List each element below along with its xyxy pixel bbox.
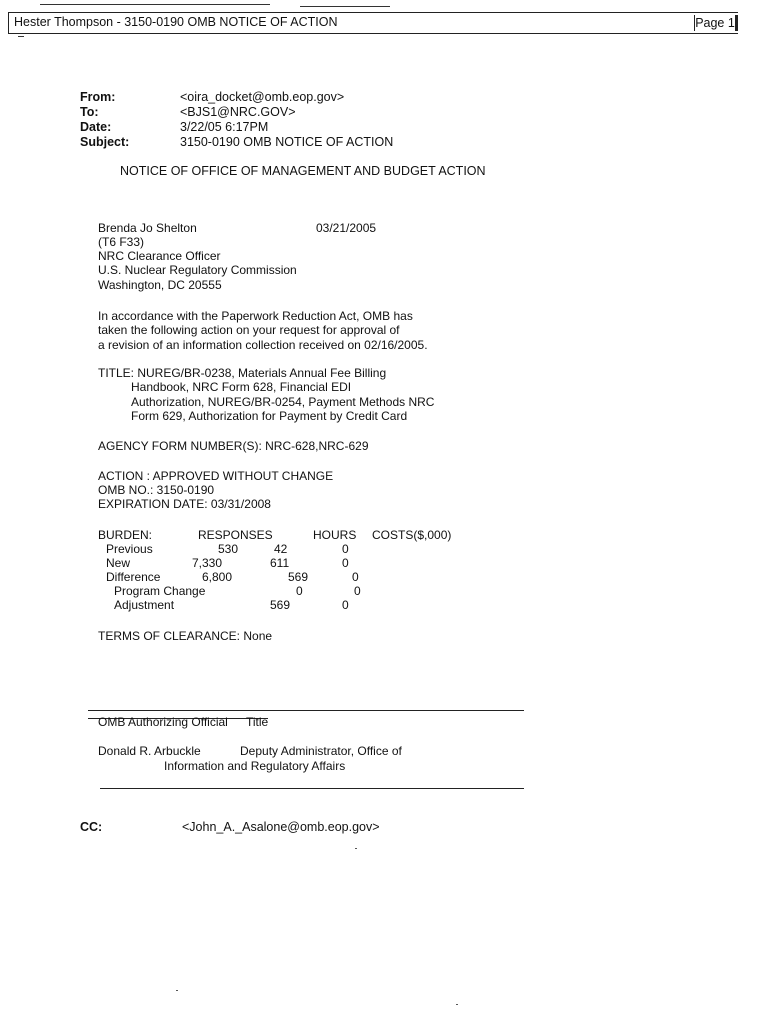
omb-number: OMB NO.: 3150-0190 (98, 483, 215, 497)
title-line: Authorization, NUREG/BR-0254, Payment Methods NRC (131, 395, 435, 409)
paragraph-line: In accordance with the Paperwork Reduction Act, OMB has (98, 309, 413, 323)
burden-row-costs: 0 (342, 598, 349, 612)
burden-row-costs: 0 (342, 542, 349, 556)
official-title-cont: Information and Regulatory Affairs (164, 759, 346, 773)
page-number: Page 1 (694, 15, 738, 31)
title-line: Handbook, NRC Form 628, Financial EDI (131, 380, 352, 394)
official-name: Donald R. Arbuckle (98, 744, 201, 758)
burden-row-hours: 569 (288, 570, 309, 584)
scan-speck (456, 1004, 458, 1005)
scan-line (300, 6, 390, 7)
burden-row-costs: 0 (354, 584, 361, 598)
burden-header: BURDEN: (98, 528, 153, 542)
burden-row-label: Difference (106, 570, 161, 584)
hours-header: HOURS (313, 528, 357, 542)
recipient-mailstop: (T6 F33) (98, 235, 145, 249)
burden-row-hours: 611 (270, 556, 290, 570)
scan-mark (18, 36, 24, 37)
title-caption: Title (246, 715, 269, 729)
header-title: Hester Thompson - 3150-0190 OMB NOTICE OF ACTION (14, 15, 338, 29)
costs-header: COSTS($,000) (372, 528, 452, 542)
burden-row-hours: 0 (296, 584, 303, 598)
cc-value: <John_A._Asalone@omb.eop.gov> (182, 820, 380, 834)
burden-row-label: Program Change (114, 584, 206, 598)
scan-line (40, 4, 270, 5)
cc-label: CC: (80, 820, 103, 834)
burden-row-hours: 42 (274, 542, 288, 556)
expiration-date: EXPIRATION DATE: 03/31/2008 (98, 497, 271, 511)
from-label: From: (80, 90, 116, 104)
burden-row-responses: 7,330 (192, 556, 223, 570)
burden-row-responses: 6,800 (202, 570, 233, 584)
to-label: To: (80, 105, 99, 119)
date-value: 3/22/05 6:17PM (180, 120, 269, 134)
signature-line (88, 710, 524, 711)
title-line: Form 629, Authorization for Payment by Credit Card (131, 409, 408, 423)
burden-row-label: New (106, 556, 131, 570)
subject-value: 3150-0190 OMB NOTICE OF ACTION (180, 135, 394, 149)
from-value: <oira_docket@omb.eop.gov> (180, 90, 345, 104)
burden-row-responses: 530 (218, 542, 239, 556)
scan-speck (176, 990, 178, 991)
terms-of-clearance: TERMS OF CLEARANCE: None (98, 629, 273, 643)
paragraph-line: taken the following action on your request for approval of (98, 323, 400, 337)
burden-row-hours: 569 (270, 598, 291, 612)
responses-header: RESPONSES (198, 528, 273, 542)
agency-form-numbers: AGENCY FORM NUMBER(S): NRC-628,NRC-629 (98, 439, 369, 453)
to-value: <BJS1@NRC.GOV> (180, 105, 296, 119)
recipient-city: Washington, DC 20555 (98, 278, 222, 292)
burden-row-costs: 0 (352, 570, 359, 584)
recipient-name: Brenda Jo Shelton (98, 221, 197, 235)
recipient-role: NRC Clearance Officer (98, 249, 221, 263)
notice-heading: NOTICE OF OFFICE OF MANAGEMENT AND BUDGET ACTION (120, 164, 486, 178)
title-line: TITLE: NUREG/BR-0238, Materials Annual Fee Billing (98, 366, 387, 380)
official-caption: OMB Authorizing Official (98, 715, 228, 729)
recipient-date: 03/21/2005 (316, 221, 377, 235)
scan-speck (355, 848, 357, 849)
official-title: Deputy Administrator, Office of (240, 744, 402, 758)
date-label: Date: (80, 120, 112, 134)
paragraph-line: a revision of an information collection received on 02/16/2005. (98, 338, 428, 352)
recipient-org: U.S. Nuclear Regulatory Commission (98, 263, 297, 277)
burden-row-costs: 0 (342, 556, 349, 570)
burden-row-label: Previous (106, 542, 153, 556)
burden-row-label: Adjustment (114, 598, 175, 612)
subject-label: Subject: (80, 135, 130, 149)
signature-bottom-line (100, 788, 524, 789)
action-status: ACTION : APPROVED WITHOUT CHANGE (98, 469, 334, 483)
